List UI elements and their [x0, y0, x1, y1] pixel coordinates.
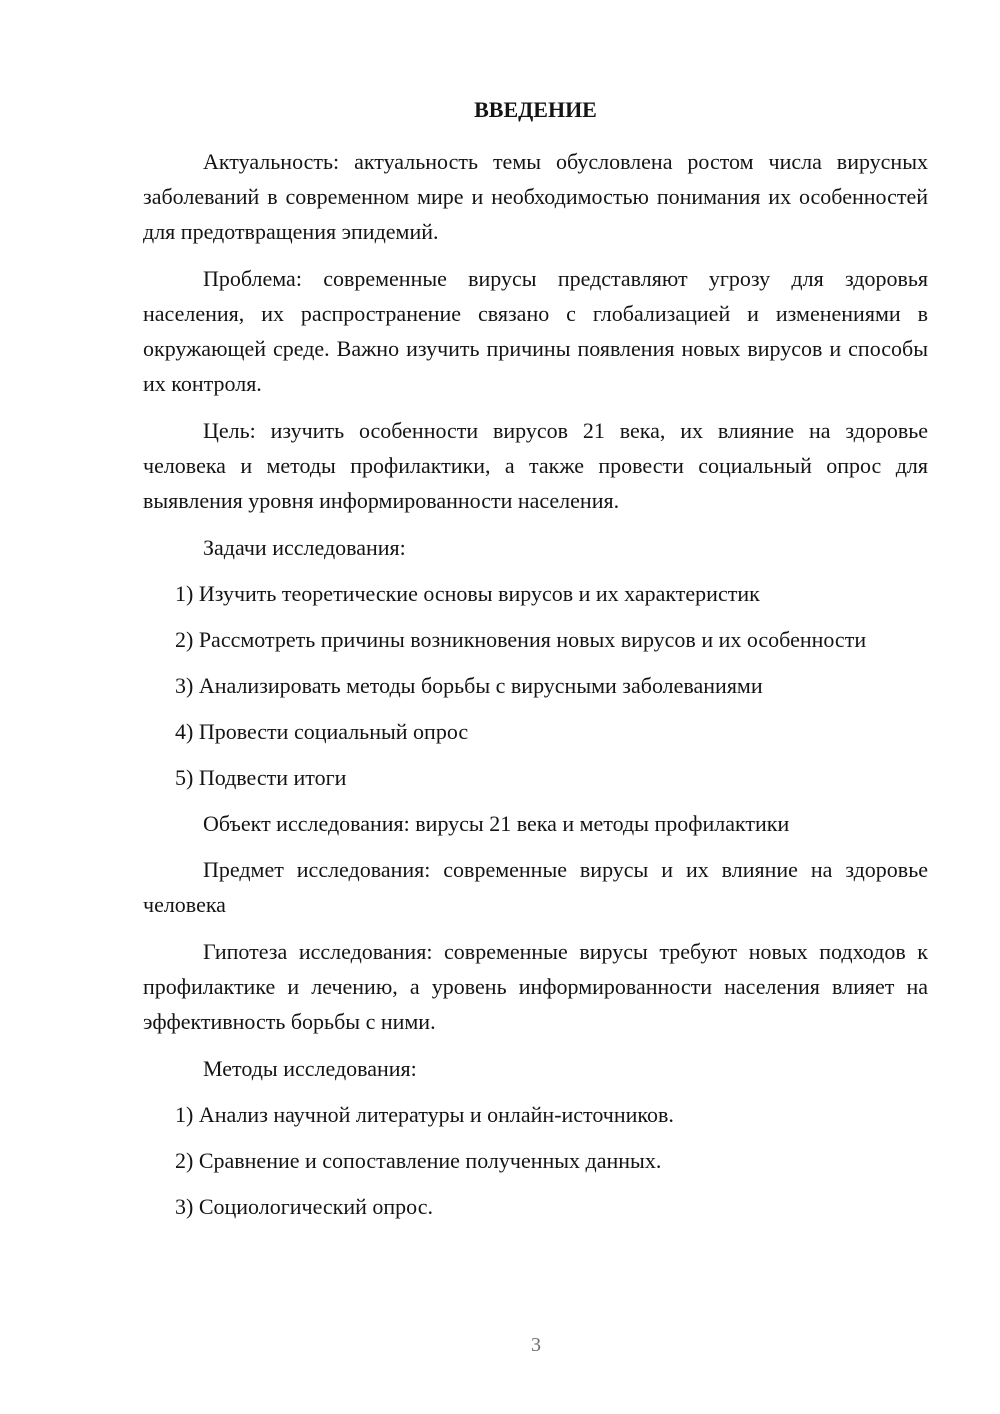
methods-heading: Методы исследования:	[203, 1056, 417, 1081]
task-item: 4) Провести социальный опрос	[175, 719, 469, 744]
object-paragraph: Объект исследования: вирусы 21 века и методы профилактики	[203, 811, 790, 836]
subject-paragraph: Предмет исследования: современные вирусы и их влияние на здоровье человека	[143, 857, 928, 917]
method-item: 3) Социологический опрос.	[175, 1194, 433, 1219]
method-item: 1) Анализ научной литературы и онлайн-источников.	[175, 1102, 674, 1127]
task-item: 5) Подвести итоги	[175, 765, 347, 790]
page-number: 3	[531, 1334, 541, 1356]
method-item: 2) Сравнение и сопоставление полученных данных.	[175, 1148, 662, 1173]
tasks-heading: Задачи исследования:	[203, 535, 406, 560]
relevance-paragraph: Актуальность: актуальность темы обусловлена ростом числа вирусных заболеваний в современном мире и необходимостью понимания их особенностей для предотвращения эпидемий.	[143, 149, 928, 244]
hypothesis-paragraph: Гипотеза исследования: современные вирусы требуют новых подходов к профилактике и лечению, а уровень информированности населения влияет на эффективность борьбы с ними.	[143, 939, 928, 1034]
task-item: 2) Рассмотреть причины возникновения новых вирусов и их особенности	[175, 627, 867, 652]
document-page	[143, 95, 928, 1224]
problem-paragraph: Проблема: современные вирусы представляют угрозу для здоровья населения, их распространение связано с глобализацией и изменениями в окружающей среде. Важно изучить причины появления новых вирусов и способы их контроля.	[143, 266, 928, 396]
task-item: 3) Анализировать методы борьбы с вирусными заболеваниями	[175, 673, 763, 698]
section-title: ВВЕДЕНИЕ	[474, 97, 597, 122]
goal-paragraph: Цель: изучить особенности вирусов 21 века, их влияние на здоровье человека и методы профилактики, а также провести социальный опрос для выявления уровня информированности населения.	[143, 418, 928, 513]
task-item: 1) Изучить теоретические основы вирусов и их характеристик	[175, 581, 760, 606]
